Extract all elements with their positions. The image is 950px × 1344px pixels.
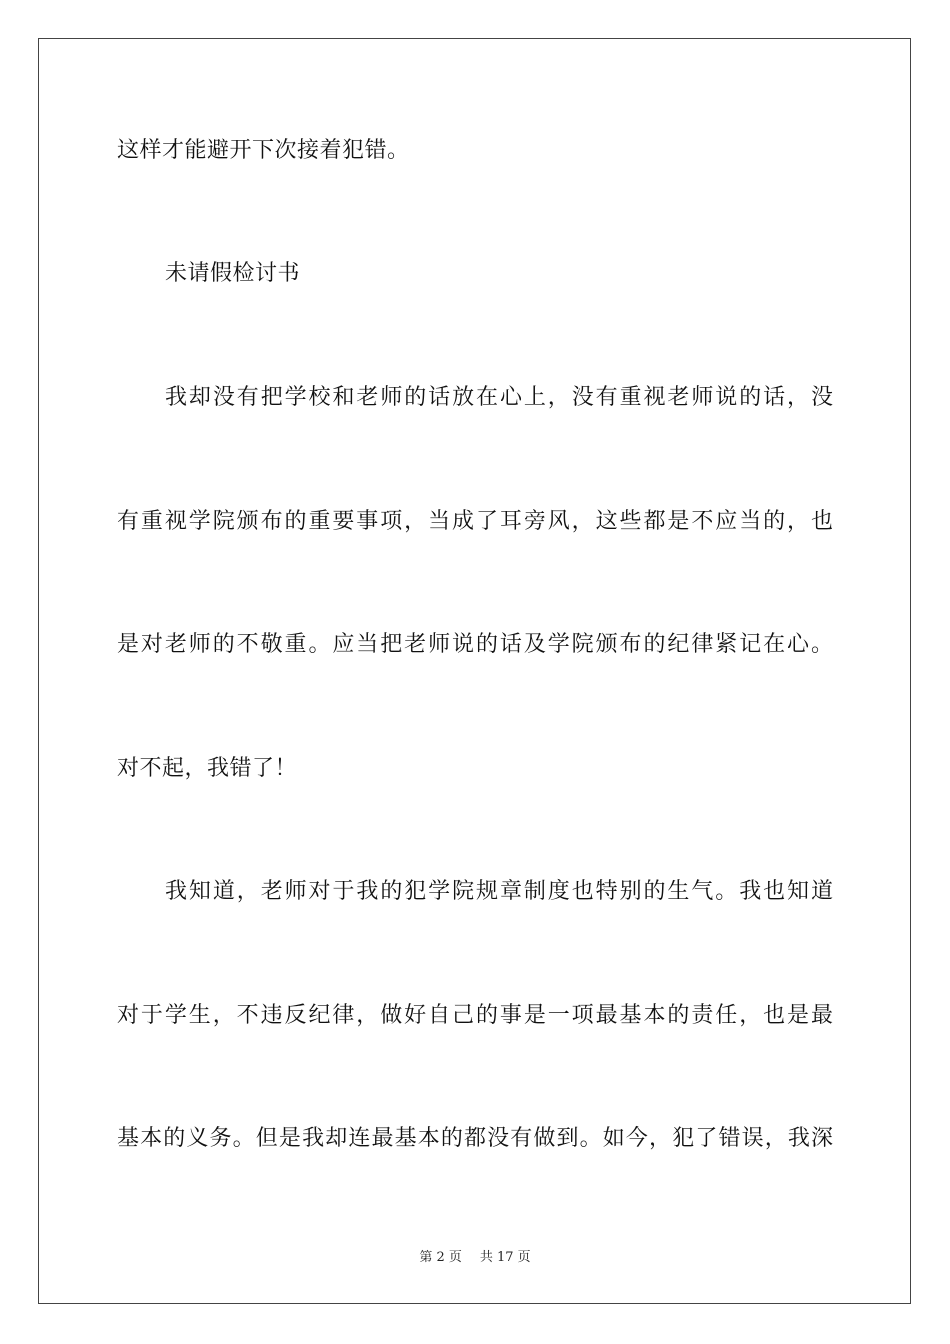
text-line-7: 我知道，老师对于我的犯学院规章制度也特别的生气。我也知道 xyxy=(165,879,833,904)
text-line-8: 对于学生，不违反纪律，做好自己的事是一项最基本的责任，也是最 xyxy=(117,1003,833,1028)
section-title: 未请假检讨书 xyxy=(165,261,301,286)
text-line-3: 我却没有把学校和老师的话放在心上，没有重视老师说的话，没 xyxy=(165,385,833,410)
text-line-5: 是对老师的不敬重。应当把老师说的话及学院颁布的纪律紧记在心。 xyxy=(117,632,833,657)
page-footer xyxy=(0,1246,950,1265)
page-number: 第 2 页 xyxy=(419,1250,462,1265)
page-total: 共 17 页 xyxy=(479,1250,531,1265)
text-line-1: 这样才能避开下次接着犯错。 xyxy=(117,138,410,163)
text-line-4: 有重视学院颁布的重要事项，当成了耳旁风，这些都是不应当的，也 xyxy=(117,509,833,534)
text-line-6: 对不起，我错了！ xyxy=(117,756,298,781)
page-border xyxy=(38,38,911,1304)
text-line-9: 基本的义务。但是我却连最基本的都没有做到。如今，犯了错误，我深 xyxy=(117,1126,833,1151)
